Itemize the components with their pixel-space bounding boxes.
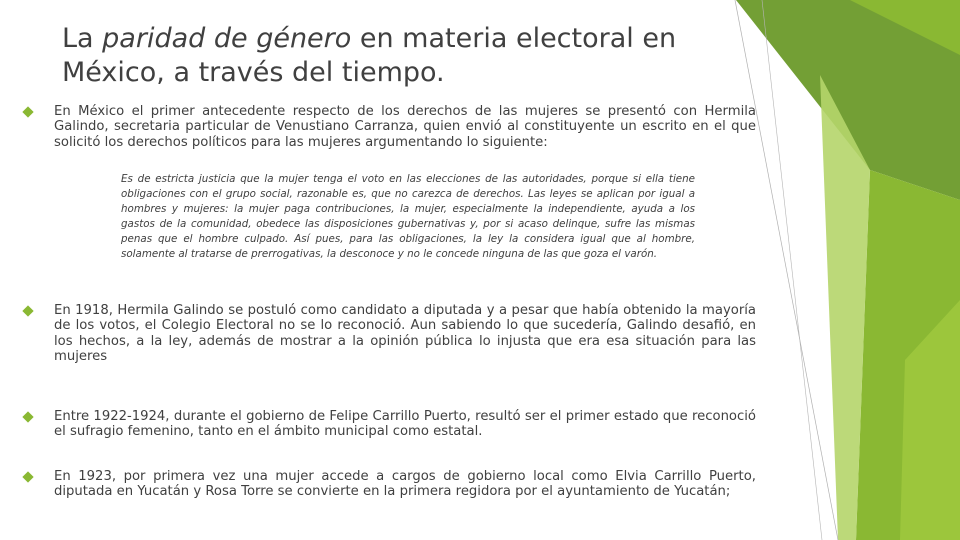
bullet-text: En 1918, Hermila Galindo se postuló como candidato a diputada y a pesar que había obtenido la mayoría de los votos, el Colegio Electoral no se lo reconoció. Aun sabiendo lo que sucedería, Galindo desafió, en los hechos, a la ley, además de mostrar a la opinión pública lo injusta que era esa situación para las mujeres xyxy=(54,303,756,364)
slide-title xyxy=(62,22,722,90)
bullet-text: Entre 1922-1924, durante el gobierno de Felipe Carrillo Puerto, resultó ser el primer estado que reconoció el sufragio femenino, tanto en el ámbito municipal como estatal. xyxy=(54,409,756,440)
galindo-quote: Es de estricta justicia que la mujer tenga el voto en las elecciones de las autoridades, porque si ella tiene obligaciones con el grupo social, razonable es, que no carezca de derechos. Las leyes se aplican por igual a hombres y mujeres: la mujer paga contribuciones, la mujer, especialmente la independiente, ayuda a los gastos de la comunidad, obedece las disposiciones gubernativas y, por si acaso delinque, sufre las mismas penas que el hombre culpado. Así pues, para las obligaciones, la ley la considera igual que al hombre, solamente al tratarse de prerrogativas, la desconoce y no le concede ninguna de las que goza el varón. xyxy=(121,173,695,260)
bullet-text: En México el primer antecedente respecto de los derechos de las mujeres se presentó con Hermila Galindo, secretaria particular de Venustiano Carranza, quien envió al constituyente un escrito en el que solicitó los derechos políticos para las mujeres argumentando lo siguiente: xyxy=(54,104,756,150)
bullet-text: En 1923, por primera vez una mujer accede a cargos de gobierno local como Elvia Carrillo Puerto, diputada en Yucatán y Rosa Torre se convierte en la primera regidora por el ayuntamiento de Yucatán; xyxy=(54,469,756,500)
title-part-2: en materia electoral en México, a través del tiempo. xyxy=(62,23,677,88)
title-emphasis: paridad de género xyxy=(102,23,352,54)
title-part-1: La xyxy=(62,23,103,54)
